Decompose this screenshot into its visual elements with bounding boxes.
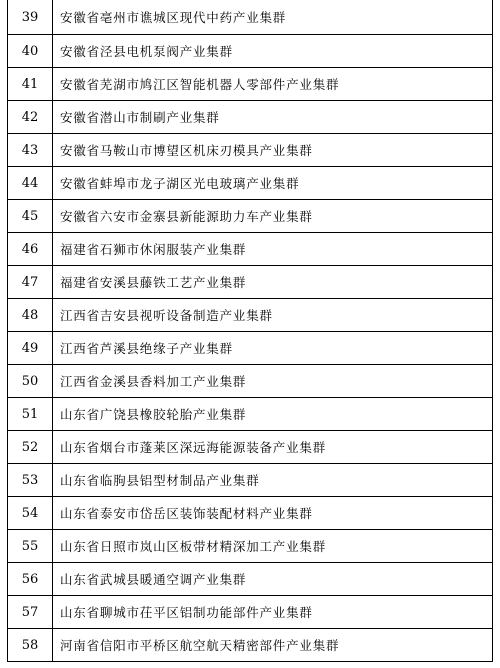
row-number: 41 xyxy=(8,68,53,100)
cluster-name: 山东省日照市岚山区板带材精深加工产业集群 xyxy=(60,539,327,554)
row-number: 49 xyxy=(8,332,53,364)
cluster-name: 山东省烟台市蓬莱区深远海能源装备产业集群 xyxy=(60,440,327,455)
cluster-name: 山东省泰安市岱岳区装饰装配材料产业集群 xyxy=(60,506,313,521)
cluster-name: 河南省信阳市平桥区航空航天精密部件产业集群 xyxy=(60,638,340,653)
row-number: 57 xyxy=(8,596,53,628)
table-row xyxy=(8,166,492,199)
cluster-name: 安徽省潜山市制刷产业集群 xyxy=(60,110,220,125)
table-row xyxy=(8,595,492,628)
table-row xyxy=(8,430,492,463)
table-row xyxy=(8,397,492,430)
table-row xyxy=(8,298,492,331)
cluster-name: 安徽省六安市金寨县新能源助力车产业集群 xyxy=(60,209,313,224)
row-number: 56 xyxy=(8,563,53,595)
cluster-name: 安徽省亳州市谯城区现代中药产业集群 xyxy=(60,10,287,25)
row-number: 43 xyxy=(8,134,53,166)
table-row xyxy=(8,364,492,397)
cluster-name: 山东省广饶县橡胶轮胎产业集群 xyxy=(60,407,247,422)
table-row xyxy=(8,67,492,100)
cluster-name: 江西省吉安县视听设备制造产业集群 xyxy=(60,308,273,323)
row-number: 53 xyxy=(8,464,53,496)
cluster-table xyxy=(7,0,493,662)
cluster-name: 江西省芦溪县绝缘子产业集群 xyxy=(60,341,233,356)
row-number: 50 xyxy=(8,365,53,397)
row-number: 42 xyxy=(8,101,53,133)
row-number: 54 xyxy=(8,497,53,529)
cluster-name: 安徽省芜湖市鸠江区智能机器人零部件产业集群 xyxy=(60,77,340,92)
cluster-name: 山东省临朐县铝型材制品产业集群 xyxy=(60,473,260,488)
row-number: 45 xyxy=(8,200,53,232)
row-number: 51 xyxy=(8,398,53,430)
cluster-name: 山东省武城县暖通空调产业集群 xyxy=(60,572,247,587)
row-number: 55 xyxy=(8,530,53,562)
cluster-name: 安徽省泾县电机泵阀产业集群 xyxy=(60,44,233,59)
table-row xyxy=(8,562,492,595)
table-row xyxy=(8,100,492,133)
table-row xyxy=(8,463,492,496)
table-row xyxy=(8,0,492,34)
table-row xyxy=(8,628,492,661)
table-row xyxy=(8,199,492,232)
row-number: 44 xyxy=(8,167,53,199)
table-row xyxy=(8,265,492,298)
cluster-name: 江西省金溪县香料加工产业集群 xyxy=(60,374,247,389)
row-number: 58 xyxy=(8,629,53,661)
cluster-name: 安徽省马鞍山市博望区机床刃模具产业集群 xyxy=(60,143,313,158)
cluster-name: 福建省石狮市休闲服装产业集群 xyxy=(60,242,247,257)
cluster-name: 福建省安溪县藤铁工艺产业集群 xyxy=(60,275,247,290)
table-row xyxy=(8,331,492,364)
table-row xyxy=(8,34,492,67)
row-number: 39 xyxy=(8,0,53,34)
cluster-name: 安徽省蚌埠市龙子湖区光电玻璃产业集群 xyxy=(60,176,300,191)
row-number: 40 xyxy=(8,35,53,67)
row-number: 48 xyxy=(8,299,53,331)
table-row xyxy=(8,133,492,166)
cluster-name: 山东省聊城市茌平区铝制功能部件产业集群 xyxy=(60,605,313,620)
row-number: 46 xyxy=(8,233,53,265)
table-row xyxy=(8,496,492,529)
row-number: 52 xyxy=(8,431,53,463)
table-row xyxy=(8,232,492,265)
row-number: 47 xyxy=(8,266,53,298)
table-row xyxy=(8,529,492,562)
